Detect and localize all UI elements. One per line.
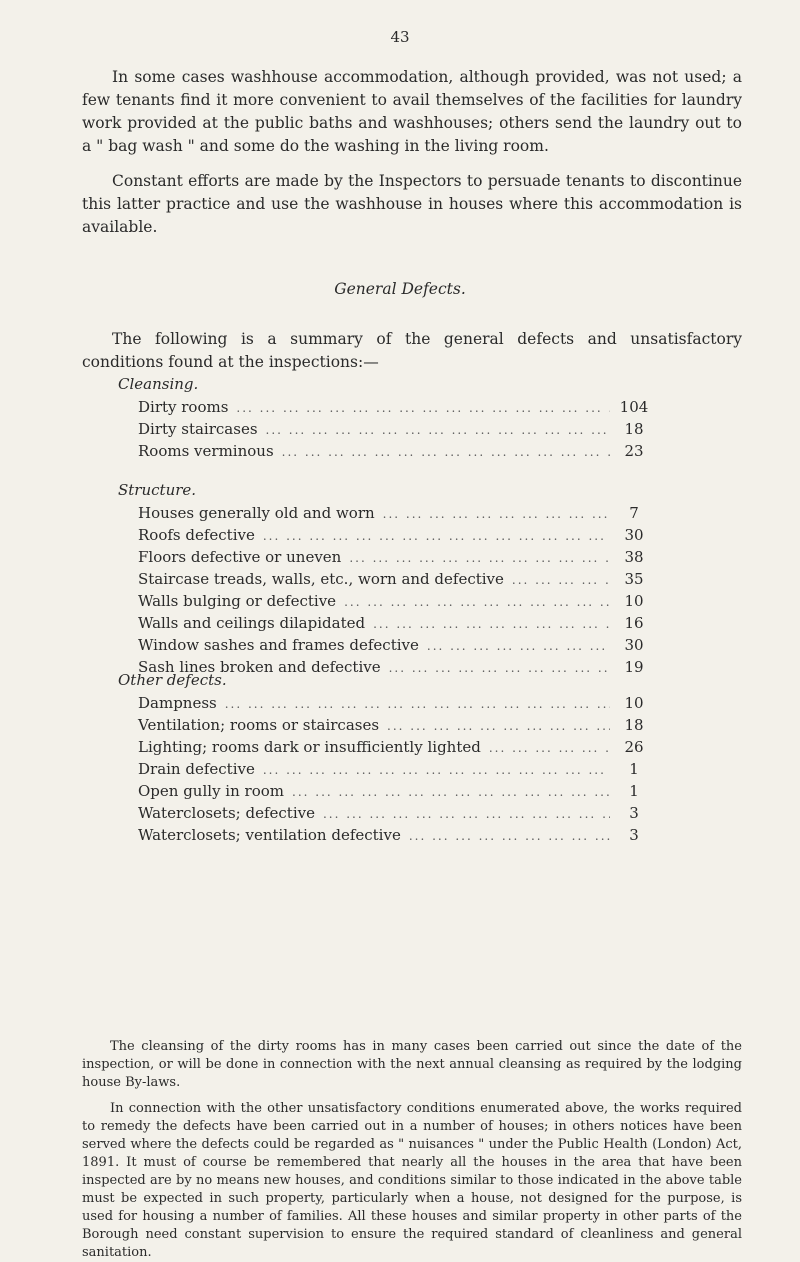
row-label: Rooms verminous <box>138 442 274 460</box>
row-value: 23 <box>624 442 644 460</box>
row-label: Houses generally old and worn <box>138 504 375 522</box>
row-label: Staircase treads, walls, etc., worn and defective <box>138 570 504 588</box>
leader-dots <box>383 503 610 525</box>
table-row <box>138 502 658 524</box>
row-label: Window sashes and frames defective <box>138 636 419 654</box>
row-label: Ventilation; rooms or staircases <box>138 716 380 734</box>
section-title: Other defects. <box>118 671 227 689</box>
row-value: 1 <box>629 760 639 778</box>
table-row <box>138 692 658 714</box>
table-row <box>138 824 658 846</box>
row-value: 3 <box>629 804 639 822</box>
section-title: Cleansing. <box>118 375 199 393</box>
row-value: 18 <box>624 420 644 438</box>
row-value: 18 <box>624 716 644 734</box>
row-label: Roofs defective <box>138 526 255 544</box>
row-label: Floors defective or uneven <box>138 548 342 566</box>
leader-dots <box>292 781 610 803</box>
leader-dots <box>409 825 610 847</box>
table-row <box>138 780 658 802</box>
row-value: 26 <box>624 738 644 756</box>
table-row <box>138 418 658 440</box>
table-row <box>138 440 658 462</box>
leader-dots <box>282 441 610 463</box>
row-value: 35 <box>624 570 644 588</box>
defects-section-cleansing <box>118 372 658 462</box>
row-value: 104 <box>619 398 649 416</box>
row-value: 1 <box>629 782 639 800</box>
row-label: Open gully in room <box>138 782 284 800</box>
paragraph-inspector-efforts: Constant efforts are made by the Inspectors to persuade tenants to discontinue this latter practice and use the washhouse in houses where this accommodation is available. <box>82 172 742 236</box>
row-label: Waterclosets; ventilation defective <box>138 826 401 844</box>
leader-dots <box>344 591 610 613</box>
paragraph-washhouse-usage: In some cases washhouse accommodation, although provided, was not used; a few tenants find it more convenient to avail themselves of the facilities for laundry work provided at the public baths and washhouses; others send the laundry out to a " bag wash " and some do the washing in the living room. <box>82 68 742 155</box>
leader-dots <box>225 693 610 715</box>
table-row <box>138 612 658 634</box>
leader-dots <box>387 715 610 737</box>
row-value: 10 <box>624 694 644 712</box>
row-value: 30 <box>624 636 644 654</box>
defects-section-structure <box>118 478 658 678</box>
row-label: Lighting; rooms dark or insufficiently lighted <box>138 738 481 756</box>
row-label: Walls and ceilings dilapidated <box>138 614 366 632</box>
row-label: Sash lines broken and defective <box>138 658 381 676</box>
row-value: 7 <box>629 504 639 522</box>
leader-dots <box>263 525 610 547</box>
leader-dots <box>263 759 610 781</box>
table-row <box>138 396 658 418</box>
leader-dots <box>323 803 610 825</box>
page-number: 43 <box>390 28 410 46</box>
table-row <box>138 568 658 590</box>
row-value: 19 <box>624 658 644 676</box>
row-value: 16 <box>624 614 644 632</box>
table-row <box>138 736 658 758</box>
table-row <box>138 590 658 612</box>
section-title: Structure. <box>118 481 197 499</box>
row-label: Drain defective <box>138 760 255 778</box>
row-label: Walls bulging or defective <box>138 592 337 610</box>
defects-section-other <box>118 668 658 846</box>
row-label: Dampness <box>138 694 217 712</box>
row-label: Dirty rooms <box>138 398 229 416</box>
row-value: 10 <box>624 592 644 610</box>
table-row <box>138 802 658 824</box>
row-value: 3 <box>629 826 639 844</box>
section-heading-general-defects: General Defects. <box>334 280 466 298</box>
table-row <box>138 758 658 780</box>
row-value: 30 <box>624 526 644 544</box>
leader-dots <box>236 397 610 419</box>
paragraph-summary-intro: The following is a summary of the general defects and unsatisfactory conditions found at the inspections:— <box>82 330 742 371</box>
leader-dots <box>349 547 610 569</box>
table-row <box>138 524 658 546</box>
row-label: Dirty staircases <box>138 420 258 438</box>
table-row <box>138 634 658 656</box>
note-remedial-works: In connection with the other unsatisfactory conditions enumerated above, the works required to remedy the defects have been carried out in a number of houses; in others notices have been served where the defects could be regarded as " nuisances " under the Public Health (London) Act, 1891. It must of course be remembered that nearly all the houses in the area that have been inspected are by no means new houses, and conditions similar to those indicated in the above table must be expected in such property, particularly when a house, not designed for the purpose, is used for housing a number of families. All these houses and similar property in other parts of the Borough need constant supervision to ensure the required standard of cleanliness and general sanitation. <box>82 1101 742 1260</box>
leader-dots <box>512 569 610 591</box>
leader-dots <box>266 419 610 441</box>
note-cleansing: The cleansing of the dirty rooms has in many cases been carried out since the date of the inspection, or will be done in connection with the next annual cleansing as required by the lodging house By-laws. <box>82 1039 742 1090</box>
leader-dots <box>427 635 610 657</box>
table-row <box>138 546 658 568</box>
leader-dots <box>373 613 610 635</box>
row-value: 38 <box>624 548 644 566</box>
table-row <box>138 714 658 736</box>
row-label: Waterclosets; defective <box>138 804 315 822</box>
leader-dots <box>489 737 610 759</box>
